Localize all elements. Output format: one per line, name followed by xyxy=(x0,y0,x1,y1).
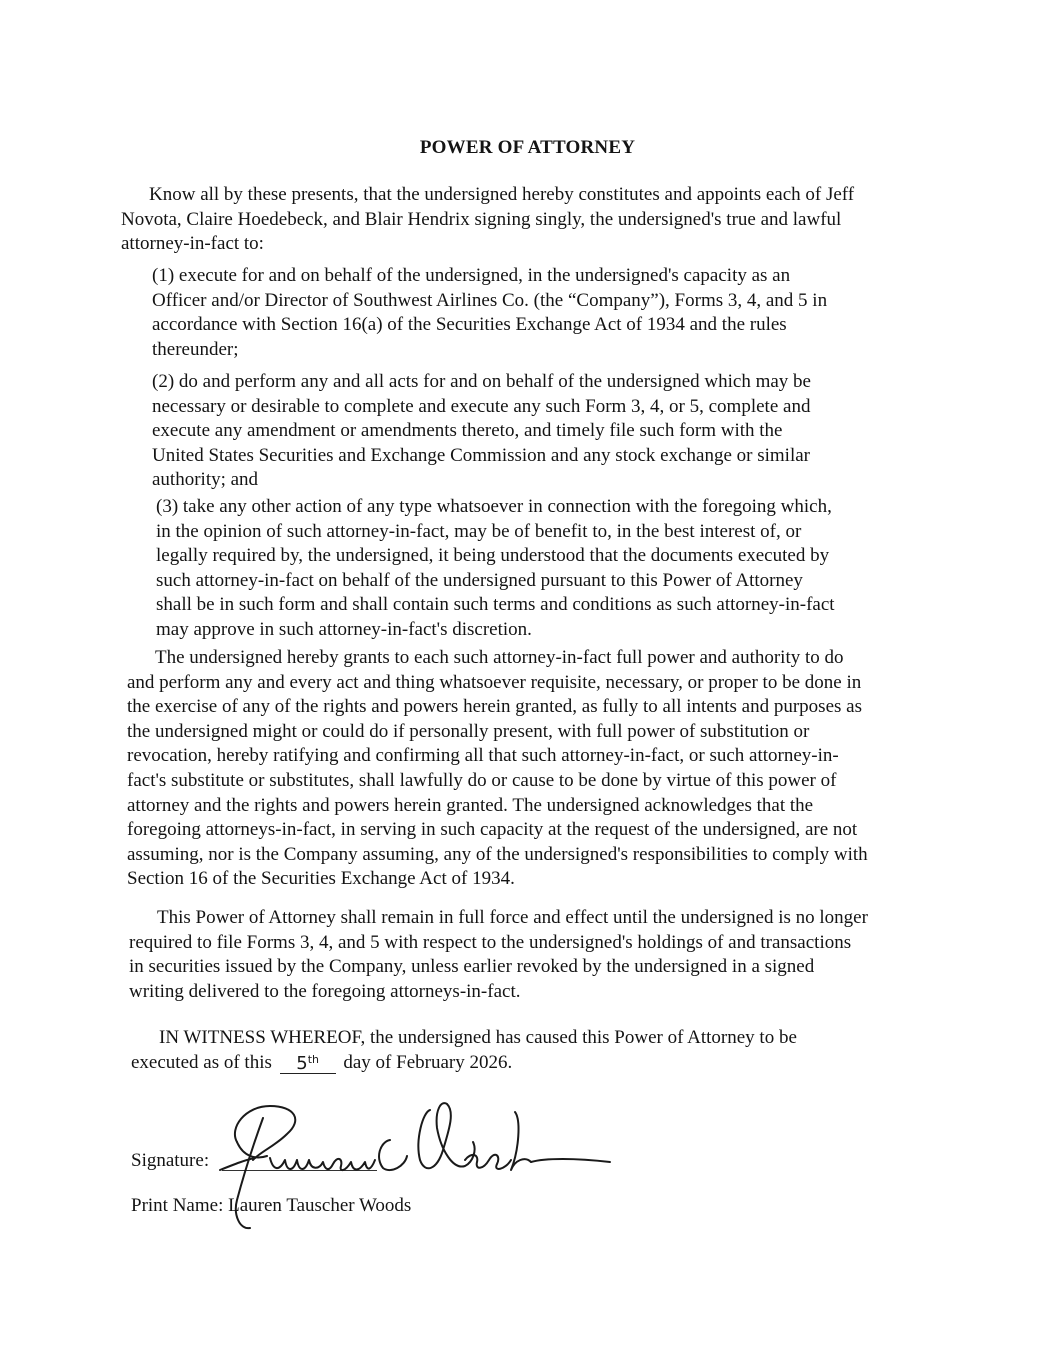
text-line: such attorney-in-fact on behalf of the undersigned pursuant to this Power of Attorney xyxy=(156,569,803,591)
clause-3 xyxy=(156,495,835,643)
text-line: IN WITNESS WHEREOF, the undersigned has caused this Power of Attorney to be xyxy=(159,1027,797,1048)
text-line: Novota, Claire Hoedebeck, and Blair Hendrix signing singly, the undersigned's true and lawful xyxy=(121,208,842,230)
signature-label: Signature: xyxy=(131,1150,210,1171)
text-line: and perform any and every act and thing whatsoever requisite, necessary, or proper to be done in xyxy=(127,671,862,693)
date-line xyxy=(131,1051,797,1076)
page-title: POWER OF ATTORNEY xyxy=(419,137,636,158)
grant-paragraph xyxy=(127,646,868,892)
text-line: accordance with Section 16(a) of the Securities Exchange Act of 1934 and the rules xyxy=(152,314,787,336)
print-name-label: Print Name: xyxy=(131,1195,224,1216)
text-line: (2) do and perform any and all acts for and on behalf of the undersigned which may be xyxy=(152,371,811,392)
text-line: in securities issued by the Company, unless earlier revoked by the undersigned in a signed xyxy=(129,956,815,978)
print-name-line xyxy=(131,1195,411,1217)
text-line: attorney and the rights and powers herein granted. The undersigned acknowledges that the xyxy=(127,794,814,816)
text-line: Know all by these presents, that the undersigned hereby constitutes and appoints each of Jeff xyxy=(149,184,855,205)
text-line: assuming, nor is the Company assuming, any of the undersigned's responsibilities to comply with xyxy=(127,843,868,865)
print-name-value: Lauren Tauscher Woods xyxy=(228,1195,412,1216)
text-line: execute any amendment or amendments thereto, and timely file such form with the xyxy=(152,420,783,442)
text-line: United States Securities and Exchange Commission and any stock exchange or similar xyxy=(152,444,810,466)
text-line: required to file Forms 3, 4, and 5 with respect to the undersigned's holdings of and transactions xyxy=(129,931,852,953)
text-line: shall be in such form and shall contain such terms and conditions as such attorney-in-fact xyxy=(156,594,835,616)
text-line: the undersigned might or could do if personally present, with full power of substitution or xyxy=(127,720,810,742)
date-line-prefix: executed as of this xyxy=(131,1051,272,1073)
date-line-suffix: day of February 2026. xyxy=(343,1051,513,1073)
text-line: (1) execute for and on behalf of the undersigned, in the undersigned's capacity as an xyxy=(152,265,791,286)
text-line: thereunder; xyxy=(152,338,239,360)
day-suffix: th xyxy=(307,1052,319,1066)
witness-paragraph xyxy=(131,1026,797,1075)
text-line: the exercise of any of the rights and powers herein granted, as fully to all intents and purposes as xyxy=(127,696,862,718)
text-line: This Power of Attorney shall remain in full force and effect until the undersigned is no longer xyxy=(157,907,868,928)
term-paragraph xyxy=(129,906,868,1004)
day-field[interactable] xyxy=(280,1051,336,1074)
text-line: foregoing attorneys-in-fact, in serving in such capacity at the request of the undersigned, are not xyxy=(127,819,858,841)
day-number: 5 xyxy=(296,1052,308,1074)
text-line: may approve in such attorney-in-fact's discretion. xyxy=(156,618,532,640)
text-line: legally required by, the undersigned, it being understood that the documents executed by xyxy=(156,545,830,567)
clause-2 xyxy=(152,370,811,493)
text-line: fact's substitute or substitutes, shall lawfully do or cause to be done by virtue of this power of xyxy=(127,769,837,791)
text-line: revocation, hereby ratifying and confirming all that such attorney-in-fact, or such attorney-in- xyxy=(127,745,839,767)
text-line: attorney-in-fact to: xyxy=(121,233,264,255)
clause-1 xyxy=(152,264,827,362)
text-line: The undersigned hereby grants to each such attorney-in-fact full power and authority to do xyxy=(155,647,844,668)
text-line: Section 16 of the Securities Exchange Act of 1934. xyxy=(127,868,515,890)
intro-paragraph xyxy=(121,183,854,257)
text-line: writing delivered to the foregoing attorneys-in-fact. xyxy=(129,980,521,1002)
text-line: Officer and/or Director of Southwest Airlines Co. (the “Company”), Forms 3, 4, and 5 in xyxy=(152,289,828,311)
text-line: in the opinion of such attorney-in-fact, may be of benefit to, in the best interest of, or xyxy=(156,520,802,542)
handwritten-signature-icon xyxy=(215,1090,615,1240)
text-line: (3) take any other action of any type whatsoever in connection with the foregoing which, xyxy=(156,496,832,517)
text-line: necessary or desirable to complete and execute any such Form 3, 4, or 5, complete and xyxy=(152,395,811,417)
text-line: authority; and xyxy=(152,469,259,491)
